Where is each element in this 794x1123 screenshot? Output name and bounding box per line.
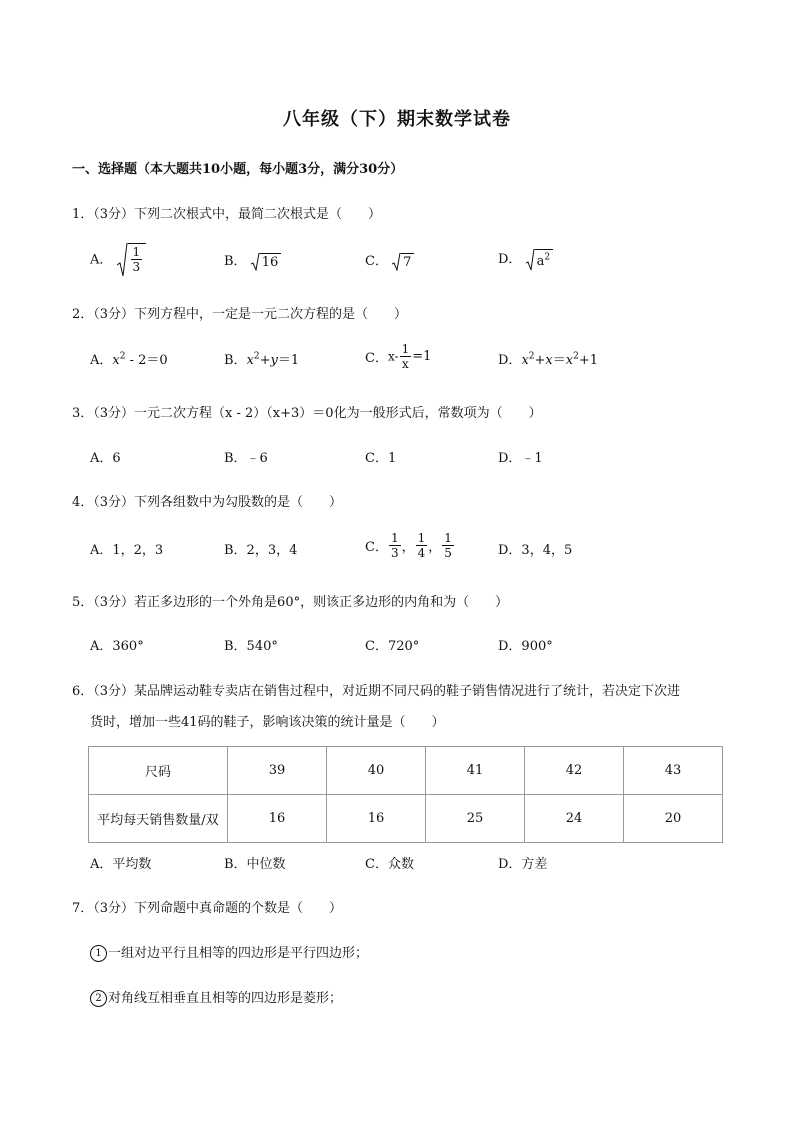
q2-d-var-2: x xyxy=(545,353,553,368)
question-4-stem: 4．（3分）下列各组数中为勾股数的是（ ） xyxy=(72,495,343,510)
q6-option-c: C．众数 xyxy=(365,857,414,872)
table-cell: 41 xyxy=(426,747,525,795)
question-5-stem: 5．（3分）若正多边形的一个外角是60°，则该正多边形的内角和为（ ） xyxy=(72,595,509,610)
q2-d-var-3: x xyxy=(565,353,574,368)
q2-d-equals: ＝ xyxy=(552,353,566,368)
sqrt-symbol xyxy=(117,243,147,277)
q2-a-var: x xyxy=(112,353,120,368)
table-cell: 16 xyxy=(228,795,327,843)
table-cell: 20 xyxy=(624,795,723,843)
question-6-stem-line-1: 6．（3分）某品牌运动鞋专卖店在销售过程中，对近期不同尺码的鞋子销售情况进行了统计，若决定下次进 xyxy=(72,684,681,699)
q2-option-c-label: C． xyxy=(365,351,388,366)
q1-option-d-label: D． xyxy=(498,252,522,267)
question-2-stem: 2．（3分）下列方程中，一定是一元二次方程的是（ ） xyxy=(72,307,408,322)
q2-option-d xyxy=(498,349,598,368)
q4-c-den-3: 5 xyxy=(444,546,452,560)
table-cell: 39 xyxy=(228,747,327,795)
sqrt-symbol xyxy=(251,253,282,271)
circled-number-2: 2 xyxy=(90,990,107,1007)
q6-option-a: A．平均数 xyxy=(90,857,152,872)
q2-option-b-label: B． xyxy=(224,353,247,368)
table-cell: 43 xyxy=(624,747,723,795)
q4-option-b: B．2，3，4 xyxy=(224,543,298,558)
q2-d-exp-1: 2 xyxy=(528,351,535,362)
q1-option-a xyxy=(90,243,146,277)
q7-statement-1-text: 一组对边平行且相等的四边形是平行四边形； xyxy=(108,946,369,961)
q2-b-plus: + xyxy=(259,353,271,368)
table-cell: 40 xyxy=(327,747,426,795)
q4-option-d: D．3，4，5 xyxy=(498,543,573,558)
q6-option-d: D．方差 xyxy=(498,857,548,872)
section-heading: 一、选择题（本大题共10小题，每小题3分，满分30分） xyxy=(72,162,404,177)
q2-b-rest: ＝1 xyxy=(277,353,300,368)
q2-d-var-1: x xyxy=(521,353,529,368)
q4-c-num-3: 1 xyxy=(444,531,452,545)
table-row xyxy=(89,795,723,843)
q2-option-a-label: A． xyxy=(90,353,113,368)
circled-number-1: 1 xyxy=(90,945,107,962)
question-7-stem: 7．（3分）下列命题中真命题的个数是（ ） xyxy=(72,901,343,916)
q2-a-exp: 2 xyxy=(119,351,126,362)
q1-a-numerator: 1 xyxy=(132,245,141,259)
q4-c-num-2: 1 xyxy=(417,531,426,545)
question-3-stem: 3．（3分）一元二次方程（x - 2）（x+3）＝0化为一般形式后，常数项为（ ） xyxy=(72,406,542,421)
q1-option-b-label: B． xyxy=(224,254,247,269)
q2-option-b xyxy=(224,349,299,368)
q1-option-b xyxy=(224,250,281,271)
q2-b-var-x: x xyxy=(246,353,254,368)
q2-option-a xyxy=(90,349,168,368)
table-cell: 42 xyxy=(525,747,624,795)
q2-c-denominator: x xyxy=(402,357,409,371)
question-6-stem-line-2: 货时，增加一些41码的鞋子，影响该决策的统计量是（ ） xyxy=(90,715,445,730)
q4-c-num-1: 1 xyxy=(390,531,399,545)
sqrt-symbol xyxy=(392,253,414,271)
q1-c-radicand: 7 xyxy=(401,253,414,271)
q1-b-radicand: 16 xyxy=(260,253,282,271)
q1-option-c-label: C． xyxy=(365,254,388,269)
q1-a-denominator: 3 xyxy=(132,260,141,274)
q5-option-d: D．900° xyxy=(498,639,553,654)
q5-option-a: A．360° xyxy=(90,639,144,654)
question-1-stem: 1．（3分）下列二次根式中，最简二次根式是（ ） xyxy=(72,207,382,222)
table-cell: 24 xyxy=(525,795,624,843)
table-cell: 尺码 xyxy=(89,747,228,795)
q6-option-b: B．中位数 xyxy=(224,857,286,872)
q3-option-c: C．1 xyxy=(365,451,397,466)
q4-c-den-1: 3 xyxy=(390,546,399,560)
q7-statement-1 xyxy=(90,942,368,962)
q2-d-exp-2: 2 xyxy=(573,351,579,362)
q1-option-a-label: A． xyxy=(90,252,113,268)
q4-option-c-label: C． xyxy=(365,540,388,555)
q2-d-rest: +1 xyxy=(578,353,599,368)
q1-d-exponent: 2 xyxy=(544,252,551,263)
q3-option-d: D．﹣1 xyxy=(498,451,543,466)
q2-c-numerator: 1 xyxy=(401,342,410,356)
q5-option-b: B．540° xyxy=(224,639,278,654)
q1-option-d xyxy=(498,248,553,271)
q3-option-b: B．﹣6 xyxy=(224,451,268,466)
q4-c-sep: ， xyxy=(428,540,442,555)
q3-option-a: A．6 xyxy=(90,451,121,466)
q1-option-c xyxy=(365,250,414,271)
table-cell: 16 xyxy=(327,795,426,843)
q2-b-exp: 2 xyxy=(253,351,260,362)
q5-option-c: C．720° xyxy=(365,639,420,654)
q2-d-plus: + xyxy=(534,353,546,368)
q1-d-base: a xyxy=(536,253,545,269)
table-row xyxy=(89,747,723,795)
q7-statement-2-text: 对角线互相垂直且相等的四边形是菱形； xyxy=(108,991,343,1006)
q7-statement-2 xyxy=(90,987,342,1007)
table-cell: 平均每天销售数量/双 xyxy=(89,795,228,843)
q2-b-var-y: y xyxy=(270,353,278,368)
q4-option-a: A．1，2，3 xyxy=(90,543,164,558)
q2-c-rest: =1 xyxy=(412,349,432,364)
page-title: 八年级（下）期末数学试卷 xyxy=(283,109,511,130)
q2-c-var: x- xyxy=(387,349,399,364)
shoe-sales-table xyxy=(88,746,723,843)
q2-a-rest: - 2＝0 xyxy=(125,353,168,368)
q4-c-sep: ， xyxy=(401,540,415,555)
sqrt-symbol xyxy=(526,249,554,271)
table-cell: 25 xyxy=(426,795,525,843)
q4-c-den-2: 4 xyxy=(417,546,426,560)
q4-option-c xyxy=(365,531,455,560)
q2-option-d-label: D． xyxy=(498,353,522,368)
q2-option-c xyxy=(365,342,431,371)
